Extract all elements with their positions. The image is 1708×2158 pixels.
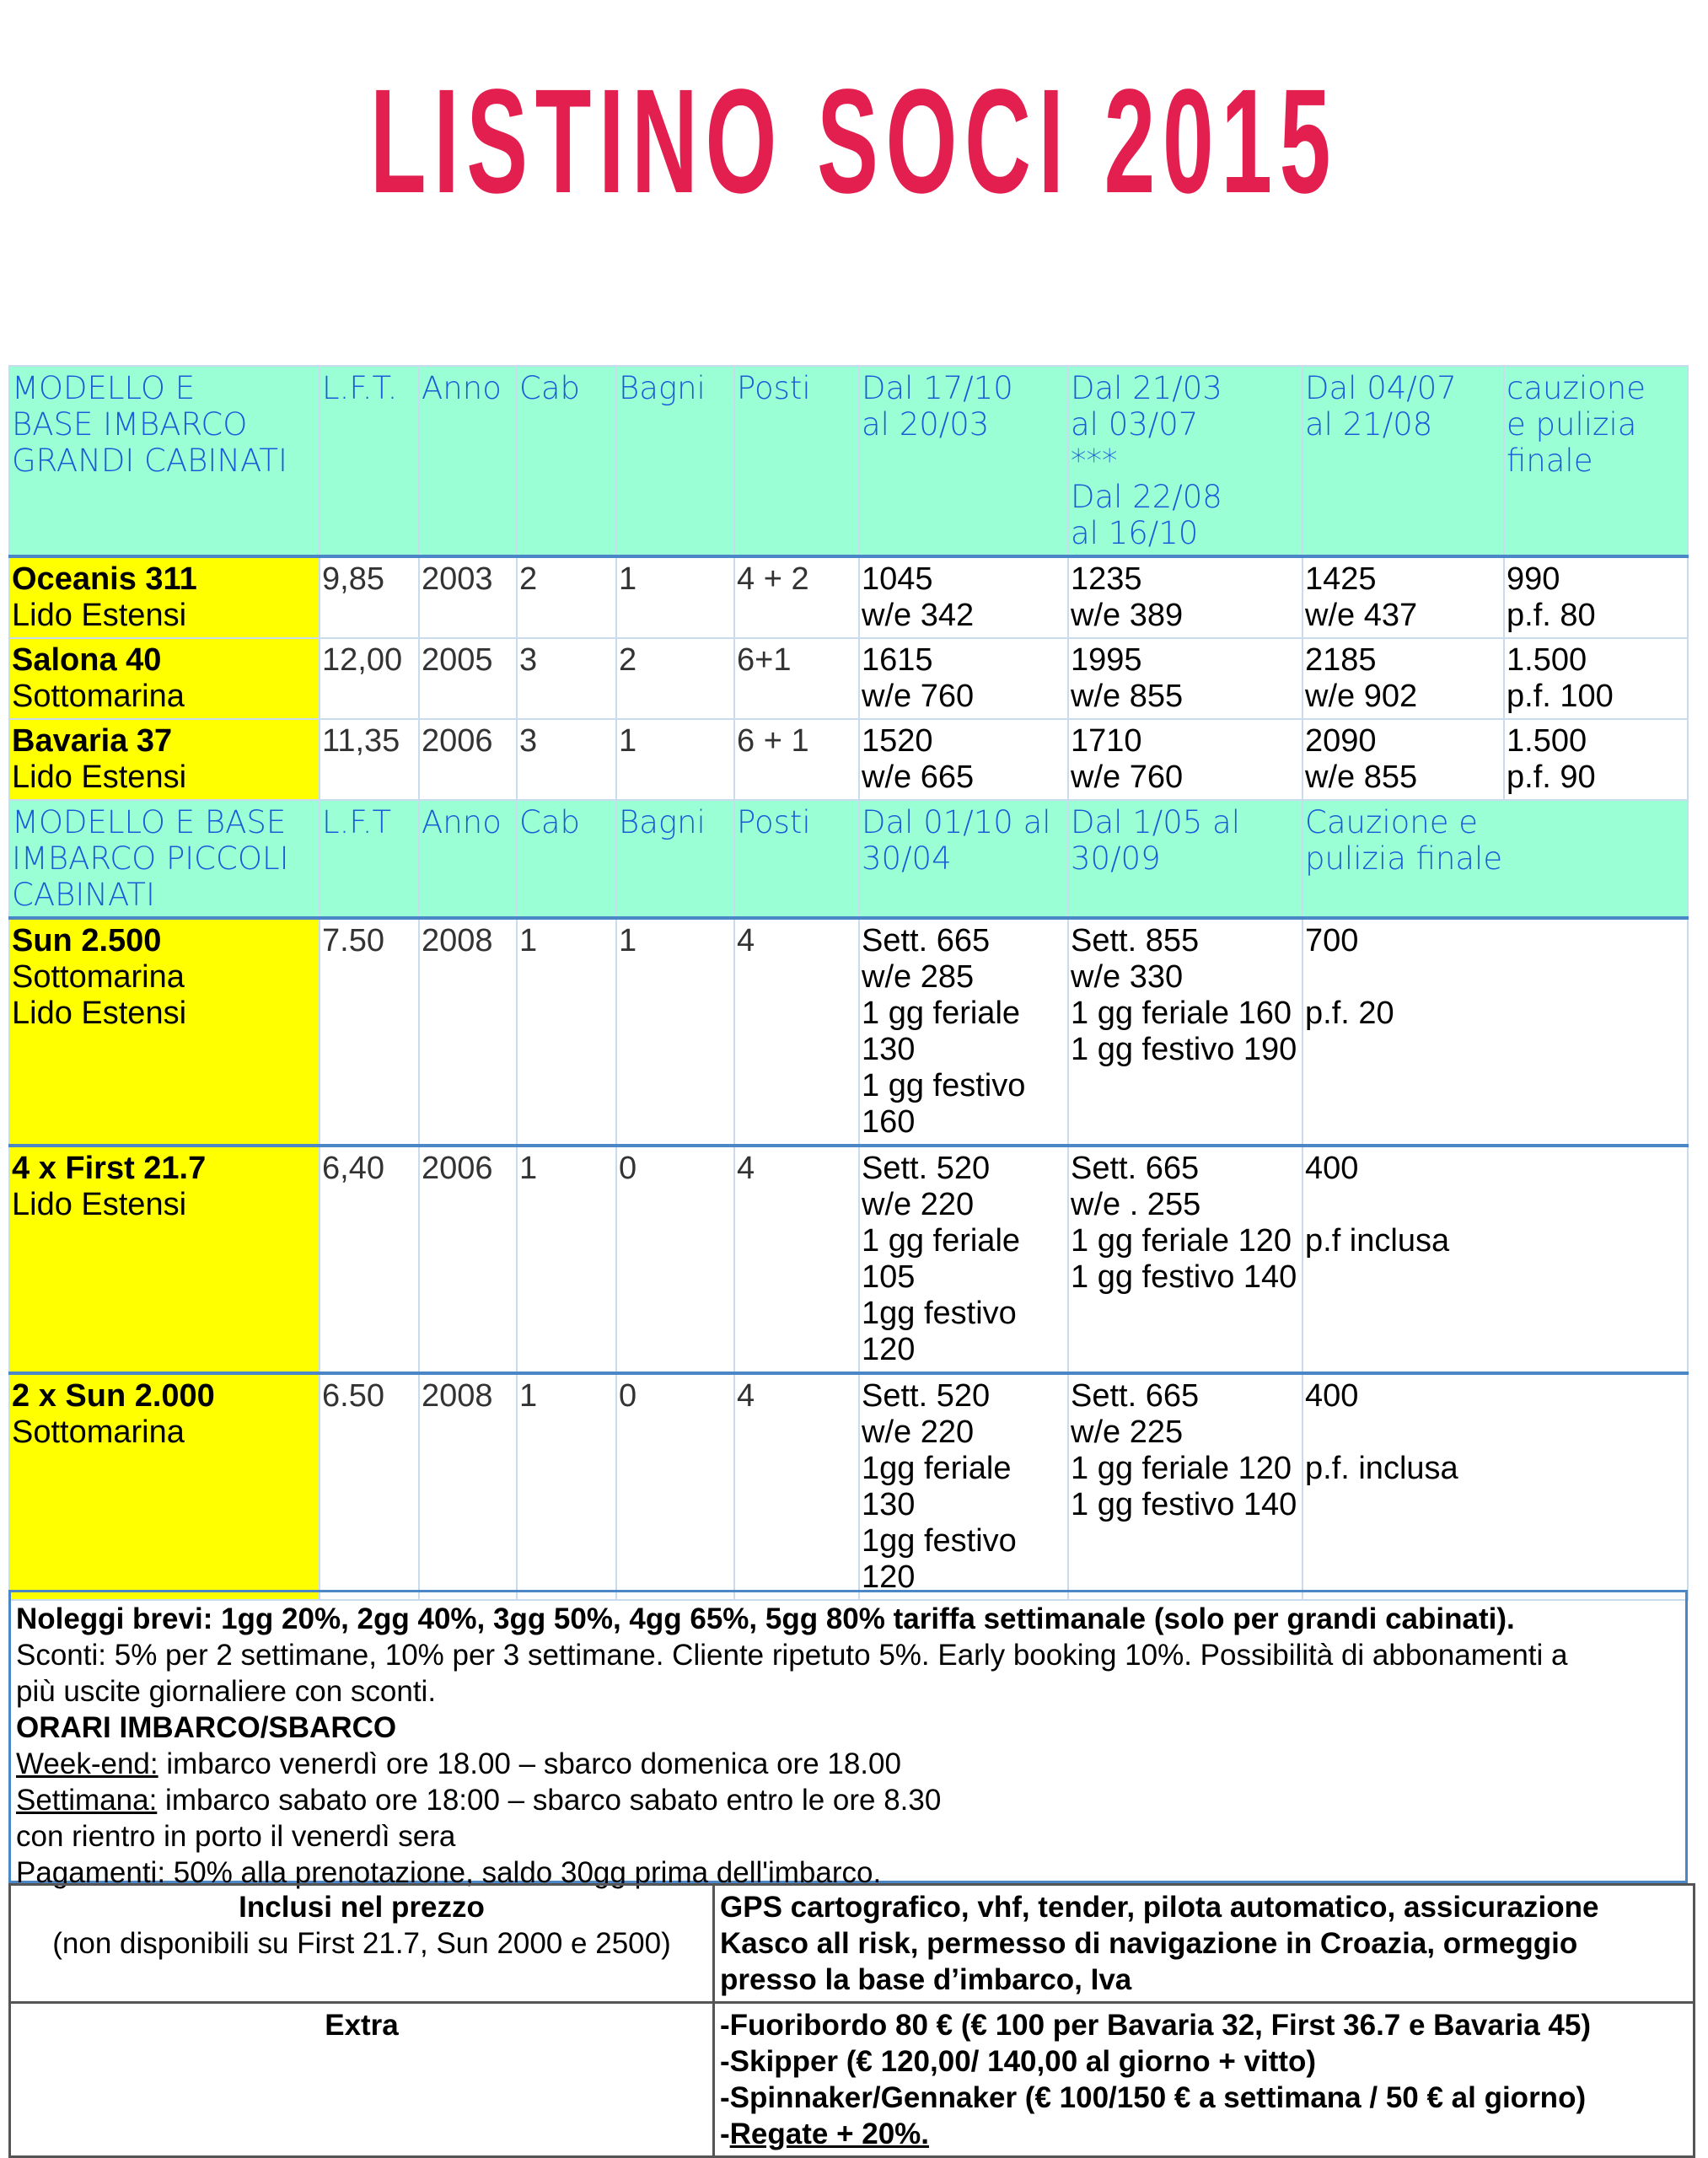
deposit-cell: 400 p.f. inclusa bbox=[1302, 1373, 1688, 1600]
cab-cell: 1 bbox=[517, 918, 616, 1146]
big-header-row bbox=[9, 366, 1688, 556]
bagni-cell: 0 bbox=[616, 1146, 734, 1373]
schedule-heading: ORARI IMBARCO/SBARCO bbox=[16, 1711, 397, 1744]
price-cell: Sett. 520 w/e 220 1 gg feriale 105 1gg festivo 120 bbox=[859, 1146, 1068, 1373]
price-cell: 1425 w/e 437 bbox=[1302, 556, 1504, 638]
lft-cell: 6.50 bbox=[320, 1373, 419, 1600]
posti-cell: 4 bbox=[734, 1146, 859, 1373]
anno-cell: 2008 bbox=[419, 918, 517, 1146]
table-row bbox=[9, 1146, 1688, 1373]
boat-model: Sun 2.500 Sottomarina Lido Estensi bbox=[9, 918, 320, 1146]
price-table bbox=[8, 365, 1689, 1601]
header-lft: L.F.T bbox=[320, 800, 419, 918]
lft-cell: 7.50 bbox=[320, 918, 419, 1146]
bagni-cell: 1 bbox=[616, 556, 734, 638]
table-row bbox=[9, 556, 1688, 638]
lft-cell: 9,85 bbox=[320, 556, 419, 638]
cab-cell: 3 bbox=[517, 719, 616, 800]
price-cell: Sett. 665 w/e . 255 1 gg feriale 120 1 gg festivo 140 bbox=[1068, 1146, 1302, 1373]
boat-model: Salona 40 Sottomarina bbox=[9, 638, 320, 719]
included-label: Inclusi nel prezzo (non disponibili su First 21.7, Sun 2000 e 2500) bbox=[10, 1885, 714, 2003]
price-cell: 1995 w/e 855 bbox=[1068, 638, 1302, 719]
return-note: con rientro in porto il venerdì sera bbox=[16, 1820, 456, 1853]
small-header-row bbox=[9, 800, 1688, 918]
lft-cell: 12,00 bbox=[320, 638, 419, 719]
posti-cell: 6+1 bbox=[734, 638, 859, 719]
page-title: LISTINO SOCI 2015 bbox=[369, 59, 1339, 224]
header-period-1: Dal 17/10 al 20/03 bbox=[859, 366, 1068, 556]
posti-cell: 4 bbox=[734, 918, 859, 1146]
payments-text: Pagamenti: 50% alla prenotazione, saldo 30gg prima dell'imbarco. bbox=[16, 1856, 882, 1889]
header-model: MODELLO E BASE IMBARCO GRANDI CABINATI bbox=[9, 366, 320, 556]
included-items: GPS cartografico, vhf, tender, pilota automatico, assicurazione Kasco all risk, permesso di navigazione in Croazia, ormeggio presso la base d’imbarco, Iva bbox=[714, 1885, 1695, 2003]
header-cab: Cab bbox=[517, 366, 616, 556]
price-cell: Sett. 520 w/e 220 1gg feriale 130 1gg festivo 120 bbox=[859, 1373, 1068, 1600]
bagni-cell: 1 bbox=[616, 918, 734, 1146]
header-period-1: Dal 01/10 al 30/04 bbox=[859, 800, 1068, 918]
deposit-cell: 400 p.f inclusa bbox=[1302, 1146, 1688, 1373]
header-lft: L.F.T. bbox=[320, 366, 419, 556]
header-posti: Posti bbox=[734, 800, 859, 918]
bagni-cell: 1 bbox=[616, 719, 734, 800]
price-cell: 2185 w/e 902 bbox=[1302, 638, 1504, 719]
header-bagni: Bagni bbox=[616, 366, 734, 556]
header-bagni: Bagni bbox=[616, 800, 734, 918]
table-row bbox=[9, 719, 1688, 800]
price-cell: 1045 w/e 342 bbox=[859, 556, 1068, 638]
header-period-3: Dal 04/07 al 21/08 bbox=[1302, 366, 1504, 556]
price-cell: 1235 w/e 389 bbox=[1068, 556, 1302, 638]
anno-cell: 2008 bbox=[419, 1373, 517, 1600]
price-cell: Sett. 855 w/e 330 1 gg feriale 160 1 gg festivo 190 bbox=[1068, 918, 1302, 1146]
posti-cell: 4 bbox=[734, 1373, 859, 1600]
boat-model: 4 x First 21.7 Lido Estensi bbox=[9, 1146, 320, 1373]
discounts-text: Sconti: 5% per 2 settimane, 10% per 3 settimane. Cliente ripetuto 5%. Early booking 10%. Possibilità di abbonamenti a più uscite giornaliere con sconti. bbox=[16, 1639, 1568, 1708]
extra-items: -Fuoribordo 80 € (€ 100 per Bavaria 32, First 36.7 e Bavaria 45) -Skipper (€ 120,00/ 140,00 al giorno + vitto) -Spinnaker/Gennaker (€ 100/150 € a settimana / 50 € al giorno) -Regate + 20%. bbox=[714, 2003, 1695, 2157]
deposit-cell: 700 p.f. 20 bbox=[1302, 918, 1688, 1146]
anno-cell: 2006 bbox=[419, 1146, 517, 1373]
price-cell: 1710 w/e 760 bbox=[1068, 719, 1302, 800]
price-cell: 2090 w/e 855 bbox=[1302, 719, 1504, 800]
deposit-cell: 1.500 p.f. 90 bbox=[1504, 719, 1688, 800]
price-cell: 1615 w/e 760 bbox=[859, 638, 1068, 719]
lft-cell: 6,40 bbox=[320, 1146, 419, 1373]
header-model: MODELLO E BASE IMBARCO PICCOLI CABINATI bbox=[9, 800, 320, 918]
deposit-cell: 1.500 p.f. 100 bbox=[1504, 638, 1688, 719]
header-deposit: Cauzione e pulizia finale bbox=[1302, 800, 1688, 918]
cab-cell: 2 bbox=[517, 556, 616, 638]
bagni-cell: 0 bbox=[616, 1373, 734, 1600]
week-schedule: Settimana: imbarco sabato ore 18:00 – sbarco sabato entro le ore 8.30 bbox=[16, 1784, 942, 1817]
anno-cell: 2003 bbox=[419, 556, 517, 638]
boat-model: Bavaria 37 Lido Estensi bbox=[9, 719, 320, 800]
anno-cell: 2006 bbox=[419, 719, 517, 800]
header-period-2: Dal 1/05 al 30/09 bbox=[1068, 800, 1302, 918]
anno-cell: 2005 bbox=[419, 638, 517, 719]
price-cell: 1520 w/e 665 bbox=[859, 719, 1068, 800]
table-row bbox=[9, 638, 1688, 719]
short-rentals-text: Noleggi brevi: 1gg 20%, 2gg 40%, 3gg 50%, 4gg 65%, 5gg 80% tariffa settimanale (solo per grandi cabinati). bbox=[16, 1602, 1515, 1635]
price-cell: Sett. 665 w/e 225 1 gg feriale 120 1 gg festivo 140 bbox=[1068, 1373, 1302, 1600]
header-deposit: cauzione e pulizia finale bbox=[1504, 366, 1688, 556]
header-posti: Posti bbox=[734, 366, 859, 556]
weekend-schedule: Week-end: imbarco venerdì ore 18.00 – sbarco domenica ore 18.00 bbox=[16, 1747, 901, 1780]
bagni-cell: 2 bbox=[616, 638, 734, 719]
extra-label: Extra bbox=[10, 2003, 714, 2157]
lft-cell: 11,35 bbox=[320, 719, 419, 800]
posti-cell: 6 + 1 bbox=[734, 719, 859, 800]
posti-cell: 4 + 2 bbox=[734, 556, 859, 638]
extras-row bbox=[10, 2003, 1695, 2157]
table-row bbox=[9, 918, 1688, 1146]
header-anno: Anno bbox=[419, 800, 517, 918]
boat-model: Oceanis 311 Lido Estensi bbox=[9, 556, 320, 638]
inclusions-table bbox=[8, 1883, 1695, 2158]
inclusions-row bbox=[10, 1885, 1695, 2003]
boat-model: 2 x Sun 2.000 Sottomarina bbox=[9, 1373, 320, 1600]
deposit-cell: 990 p.f. 80 bbox=[1504, 556, 1688, 638]
table-row bbox=[9, 1373, 1688, 1600]
cab-cell: 1 bbox=[517, 1146, 616, 1373]
cab-cell: 3 bbox=[517, 638, 616, 719]
header-period-2: Dal 21/03 al 03/07 *** Dal 22/08 al 16/10 bbox=[1068, 366, 1302, 556]
header-cab: Cab bbox=[517, 800, 616, 918]
price-cell: Sett. 665 w/e 285 1 gg feriale 130 1 gg festivo 160 bbox=[859, 918, 1068, 1146]
conditions-box bbox=[8, 1590, 1688, 1889]
header-anno: Anno bbox=[419, 366, 517, 556]
cab-cell: 1 bbox=[517, 1373, 616, 1600]
